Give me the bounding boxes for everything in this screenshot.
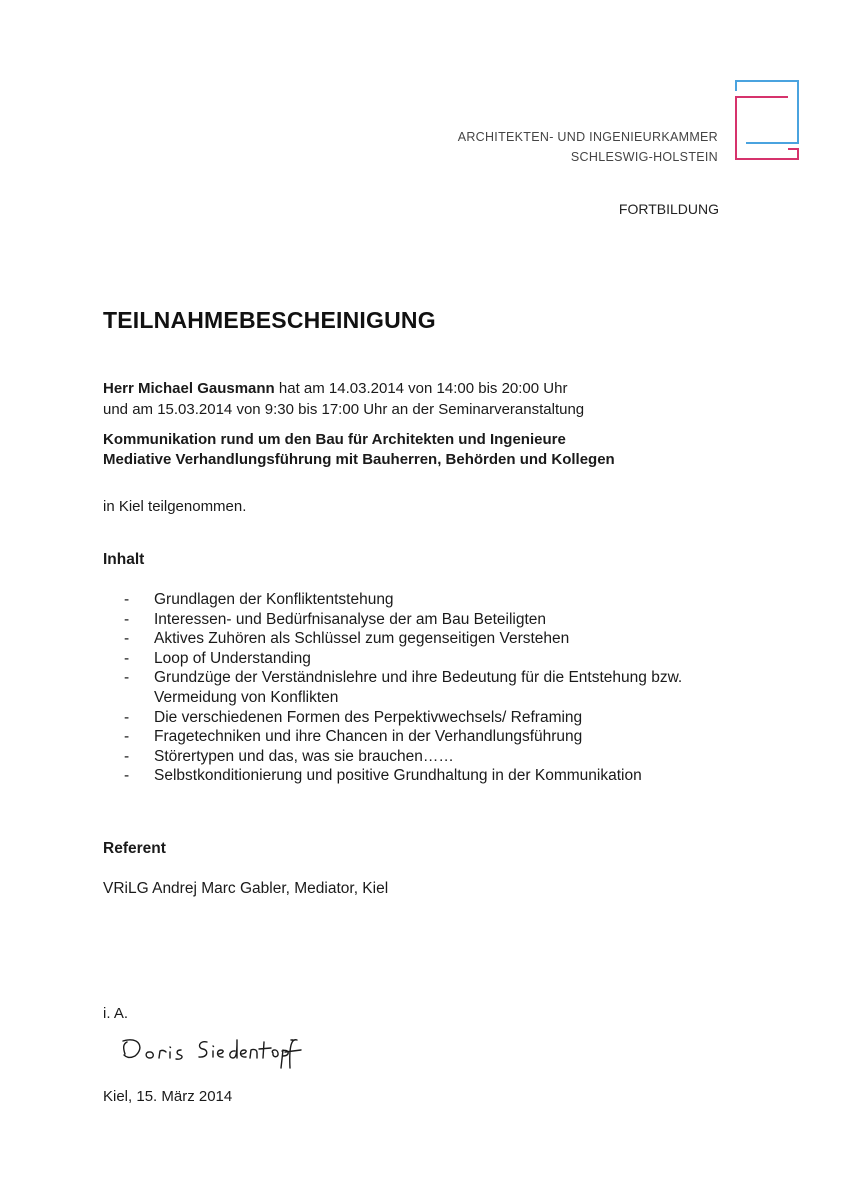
list-item-text: Fragetechniken und ihre Chancen in der Verhandlungsführung (154, 728, 583, 746)
intro-line1 (103, 379, 723, 399)
ia-label: i. A. (103, 1005, 129, 1022)
list-item-text: Loop of Understanding (154, 649, 311, 667)
handwritten-signature (115, 1028, 315, 1078)
list-item-text: Grundzüge der Verständnislehre und ihre Bedeutung für die Entstehung bzw. Vermeidung von Konflikten (154, 669, 683, 706)
logo-blue-frame (736, 81, 798, 143)
list-item (124, 590, 744, 610)
list-item (124, 747, 744, 767)
org-name-line2: SCHLESWIG-HOLSTEIN (570, 150, 718, 164)
intro-line1-text: hat am 14.03.2014 von 14:00 bis 20:00 Uhr (274, 380, 568, 397)
document-title: TEILNAHMEBESCHEINIGUNG (103, 307, 436, 333)
referent-name: VRiLG Andrej Marc Gabler, Mediator, Kiel (103, 880, 389, 897)
list-bullet: - (124, 591, 130, 608)
list-item (124, 668, 744, 707)
course-title-line2: Mediative Verhandlungsführung mit Bauherren, Behörden und Kollegen (103, 451, 615, 468)
topics-list (124, 590, 744, 786)
list-item (124, 629, 744, 649)
list-item (124, 610, 744, 630)
department-label: FORTBILDUNG (618, 201, 719, 217)
participant-name: Herr Michael Gausmann (103, 380, 275, 397)
org-name-line1: ARCHITEKTEN- UND INGENIEURKAMMER (457, 130, 718, 144)
list-bullet: - (124, 767, 130, 785)
intro-line2: und am 15.03.2014 von 9:30 bis 17:00 Uhr an der Seminarveranstaltung (103, 401, 585, 418)
list-item (124, 727, 744, 747)
list-bullet: - (124, 630, 130, 648)
list-item-text: Aktives Zuhören als Schlüssel zum gegenseitigen Verstehen (154, 630, 570, 648)
list-bullet: - (124, 669, 130, 687)
location-text: in Kiel teilgenommen. (103, 498, 247, 515)
course-title-line1: Kommunikation rund um den Bau für Architekten und Ingenieure (103, 431, 566, 448)
list-item (124, 649, 744, 669)
list-item-text: Die verschiedenen Formen des Perpektivwechsels/ Reframing (154, 708, 583, 726)
logo-magenta-frame (736, 97, 798, 159)
list-bullet: - (124, 610, 130, 628)
list-bullet: - (124, 747, 130, 765)
list-bullet: - (124, 649, 130, 667)
referent-heading: Referent (103, 840, 166, 857)
list-item (124, 708, 744, 728)
list-item-text: Selbstkonditionierung und positive Grundhaltung in der Kommunikation (154, 767, 642, 785)
list-bullet: - (124, 728, 130, 746)
list-bullet: - (124, 708, 130, 726)
list-item-text: Störertypen und das, was sie brauchen…… (154, 747, 454, 765)
place-date: Kiel, 15. März 2014 (103, 1088, 233, 1105)
list-item-text: Grundlagen der Konfliktentstehung (154, 591, 394, 608)
list-item-text: Interessen- und Bedürfnisanalyse der am Bau Beteiligten (154, 610, 547, 628)
chamber-logo (734, 79, 800, 163)
content-heading: Inhalt (103, 551, 145, 568)
list-item (124, 766, 744, 786)
